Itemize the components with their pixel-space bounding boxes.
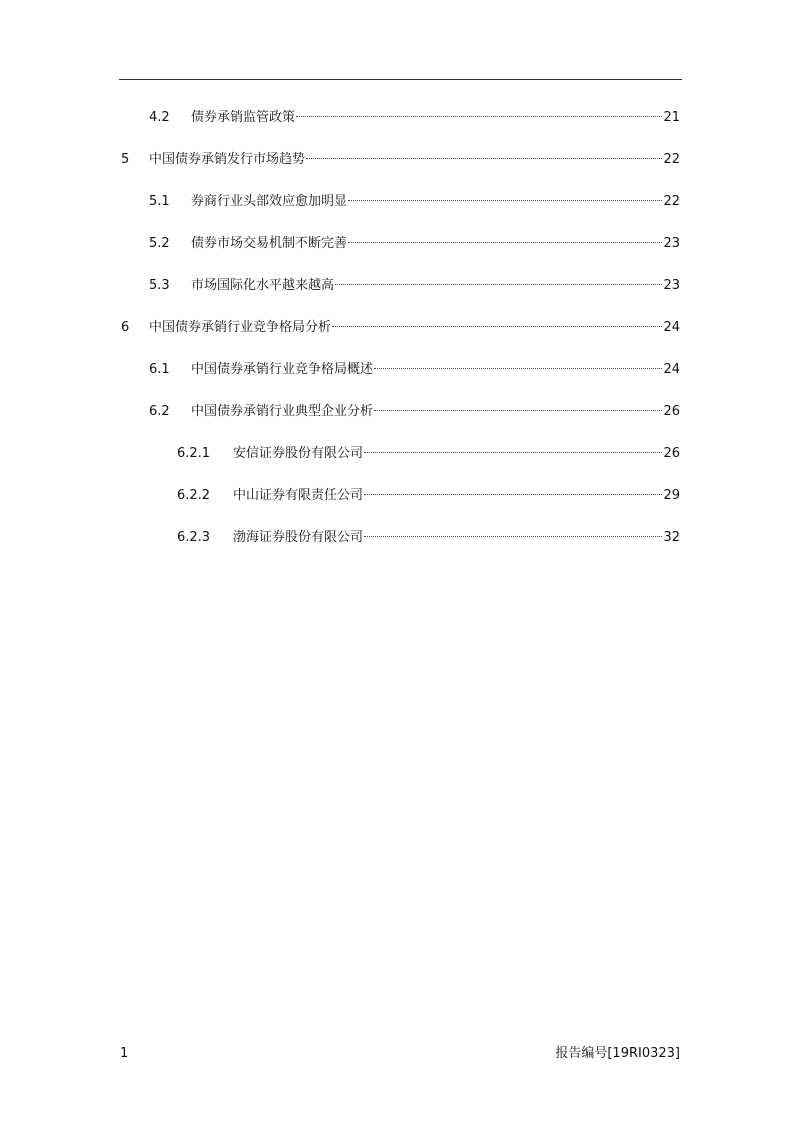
toc-entry-title: 渤海证券股份有限公司 [233, 530, 364, 545]
toc-entry-page: 23 [663, 278, 680, 293]
toc-entry-page: 23 [663, 236, 680, 251]
toc-dot-leader [348, 200, 662, 201]
toc-entry-title: 债券市场交易机制不断完善 [191, 236, 348, 251]
toc-entry-page: 26 [663, 404, 680, 419]
toc-entry-6-2-3[interactable] [177, 528, 680, 548]
toc-dot-leader [364, 452, 662, 453]
toc-entry-number: 6.1 [149, 362, 170, 377]
toc-entry-page: 24 [663, 320, 680, 335]
toc-dot-leader [332, 326, 662, 327]
toc-entry-6-2-2[interactable] [177, 486, 680, 506]
toc-entry-6-2[interactable] [149, 402, 680, 422]
toc-entry-5-2[interactable] [149, 234, 680, 254]
toc-entry-page: 22 [663, 152, 680, 167]
toc-entry-title: 中国债券承销行业竞争格局分析 [149, 320, 332, 335]
toc-dot-leader [374, 368, 662, 369]
toc-entry-page: 29 [663, 488, 680, 503]
toc-entry-6[interactable] [121, 318, 680, 338]
toc-entry-title: 中国债券承销发行市场趋势 [149, 152, 306, 167]
toc-entry-page: 32 [663, 530, 680, 545]
toc-dot-leader [364, 536, 662, 537]
toc-entry-title: 券商行业头部效应愈加明显 [191, 194, 348, 209]
toc-entry-number: 6.2.2 [177, 488, 211, 503]
toc-dot-leader [364, 494, 662, 495]
toc-entry-number: 5.1 [149, 194, 170, 209]
toc-entry-title: 中国债券承销行业典型企业分析 [191, 404, 374, 419]
toc-entry-number: 5 [121, 152, 130, 167]
toc-entry-number: 6.2.3 [177, 530, 211, 545]
toc-entry-number: 5.3 [149, 278, 170, 293]
toc-entry-6-2-1[interactable] [177, 444, 680, 464]
toc-entry-title: 债券承销监管政策 [191, 110, 296, 125]
toc-entry-title: 市场国际化水平越来越高 [191, 278, 335, 293]
header-rule [119, 79, 682, 80]
toc-entry-page: 22 [663, 194, 680, 209]
toc-entry-4-2[interactable] [149, 108, 680, 128]
toc-dot-leader [335, 284, 662, 285]
toc-dot-leader [306, 158, 662, 159]
toc-entry-page: 26 [663, 446, 680, 461]
toc-dot-leader [296, 116, 662, 117]
toc-dot-leader [348, 242, 662, 243]
toc-entry-title: 安信证券股份有限公司 [233, 446, 364, 461]
toc-entry-number: 6 [121, 320, 130, 335]
footer-page-number: 1 [120, 1046, 129, 1061]
toc-entry-number: 6.2 [149, 404, 170, 419]
toc-entry-number: 4.2 [149, 110, 170, 125]
toc-dot-leader [374, 410, 662, 411]
toc-entry-page: 24 [663, 362, 680, 377]
toc-entry-page: 21 [663, 110, 680, 125]
toc-entry-number: 6.2.1 [177, 446, 211, 461]
toc-entry-title: 中山证券有限责任公司 [233, 488, 364, 503]
toc-entry-5-3[interactable] [149, 276, 680, 296]
footer-report-number: 报告编号[19RI0323] [555, 1046, 680, 1061]
toc-entry-number: 5.2 [149, 236, 170, 251]
toc-entry-5[interactable] [121, 150, 680, 170]
toc-entry-5-1[interactable] [149, 192, 680, 212]
toc-entry-6-1[interactable] [149, 360, 680, 380]
toc-entry-title: 中国债券承销行业竞争格局概述 [191, 362, 374, 377]
